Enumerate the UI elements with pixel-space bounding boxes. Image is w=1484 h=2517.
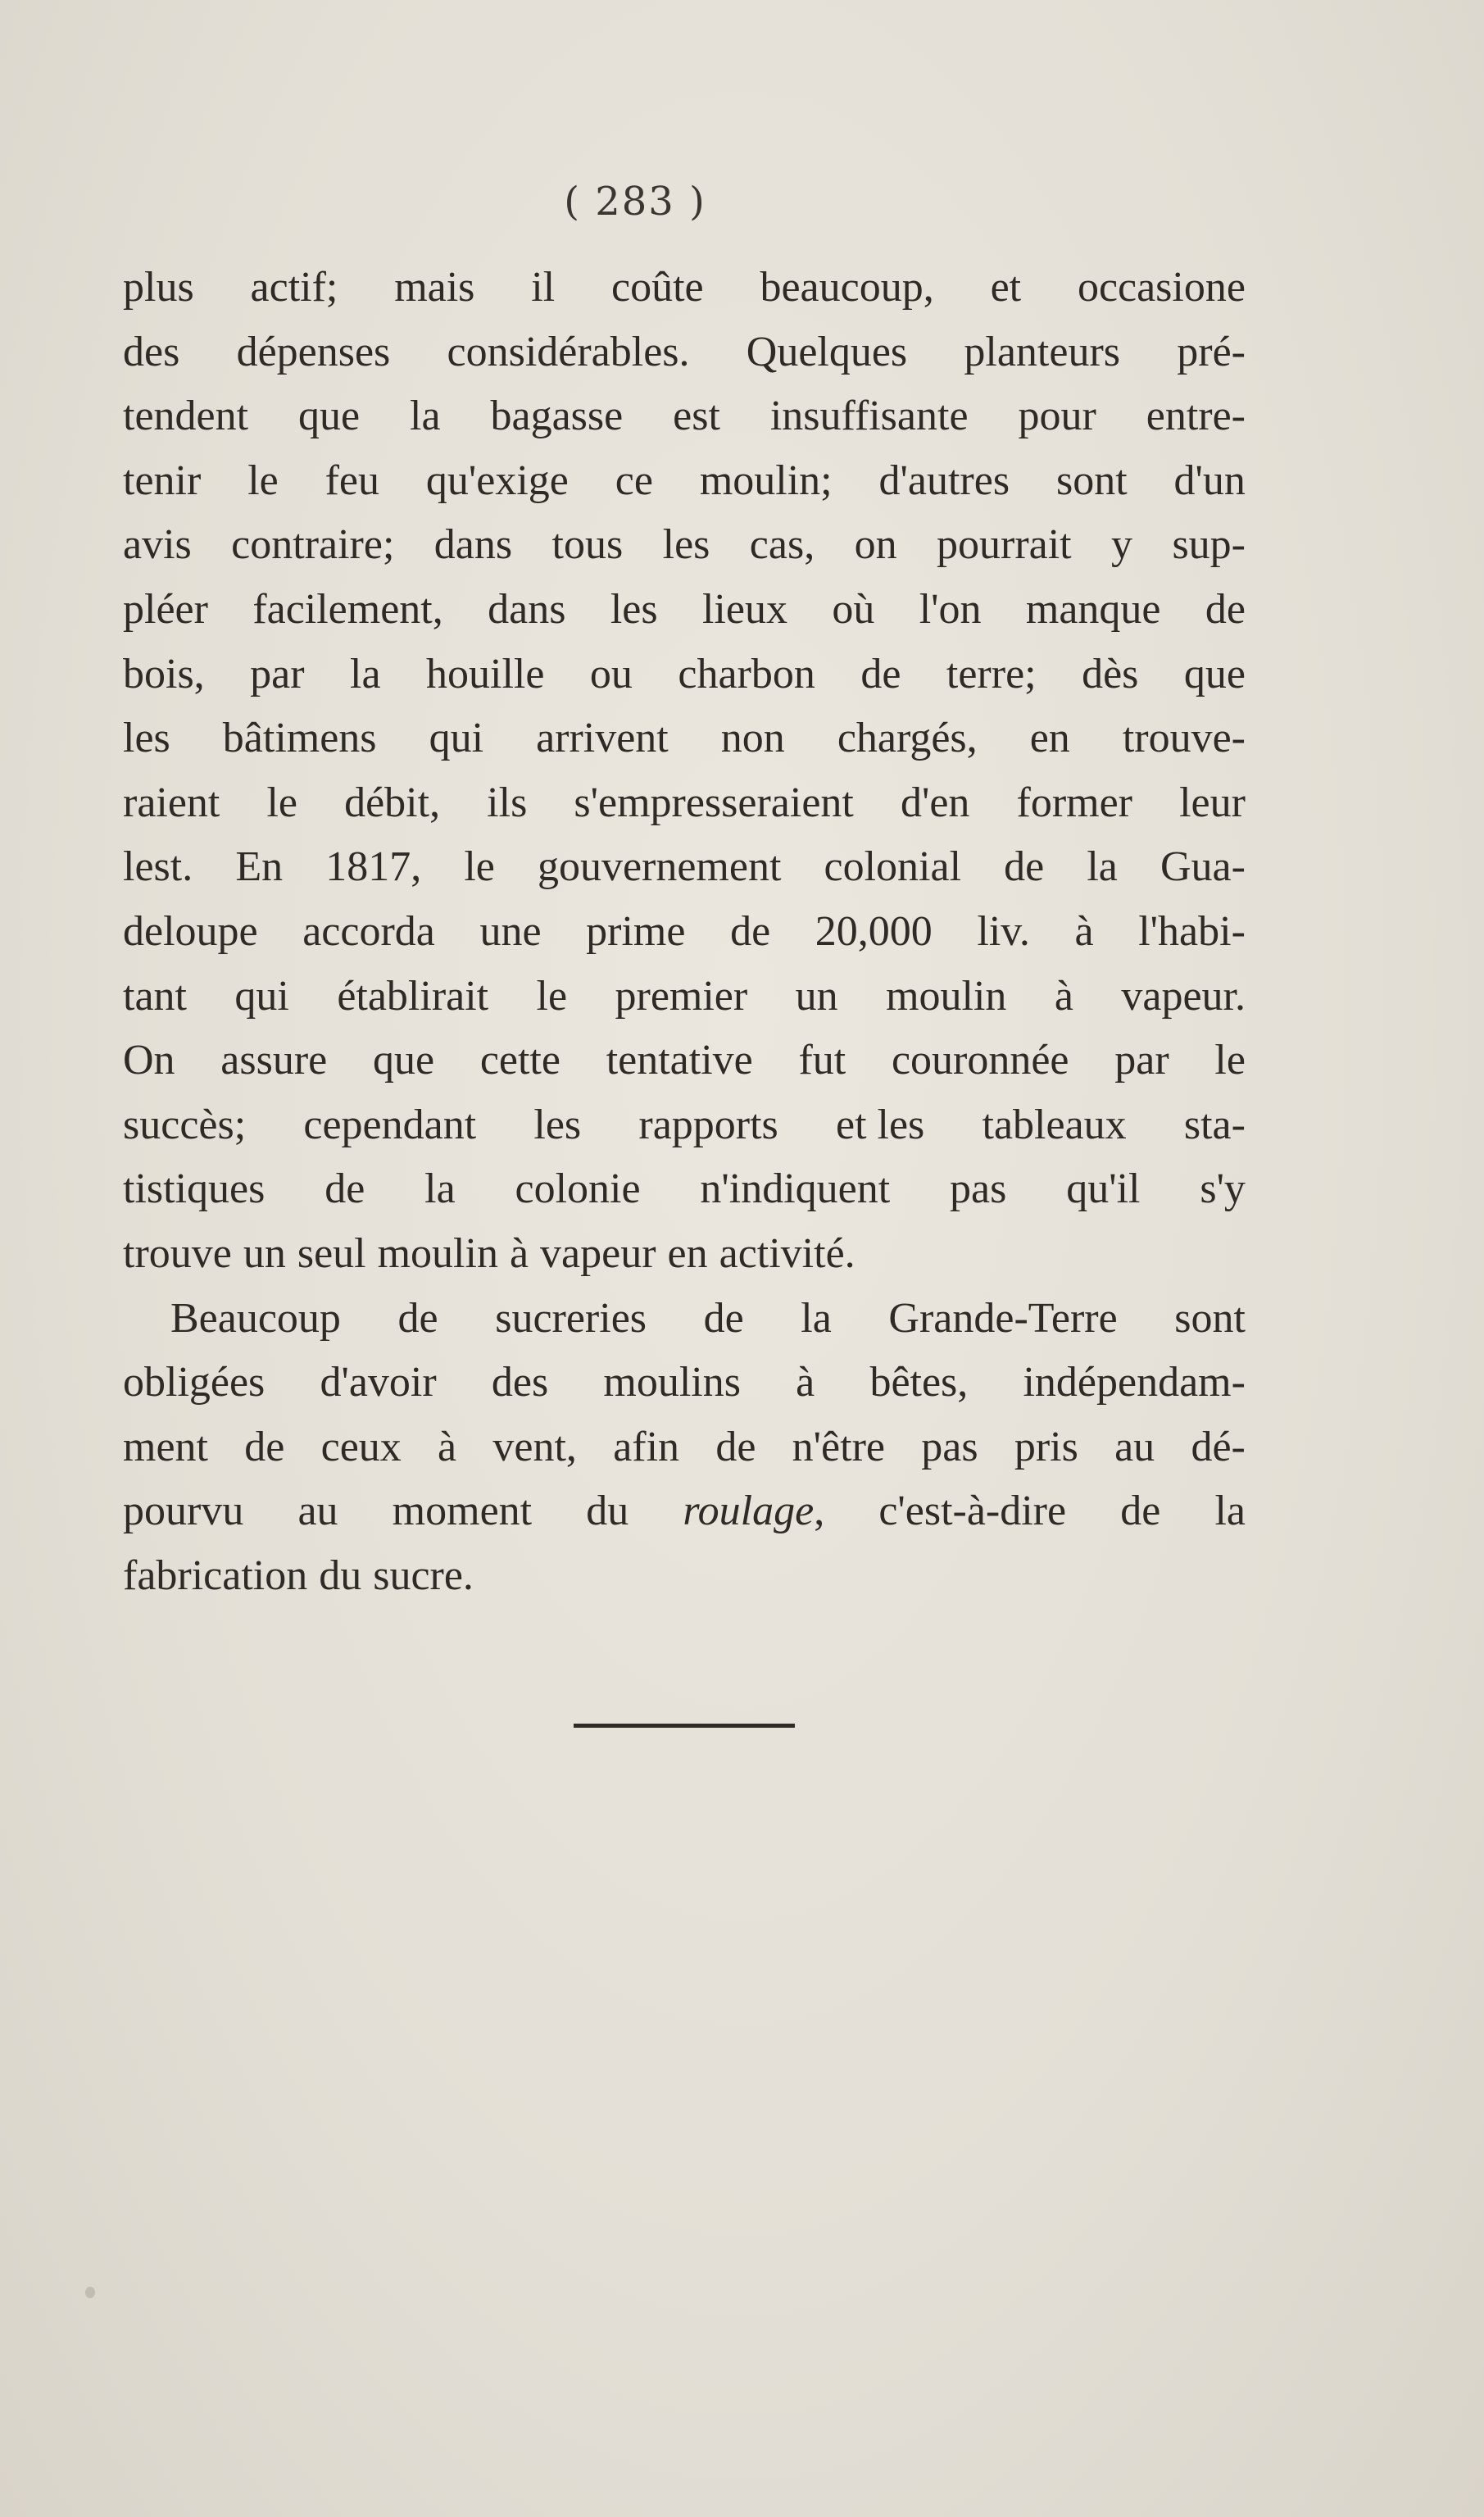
- text-line: [123, 835, 1246, 900]
- word: pris: [1014, 1423, 1078, 1470]
- word: facilement,: [252, 585, 443, 633]
- word: et les: [836, 1101, 925, 1148]
- text-line: [123, 384, 1246, 449]
- word: un: [243, 1229, 286, 1277]
- word: considérables.: [447, 328, 690, 375]
- word: 1817,: [325, 843, 422, 891]
- word: dans: [488, 585, 566, 633]
- word: entre-: [1146, 393, 1246, 440]
- text-line: [123, 1544, 1246, 1609]
- word: ils: [487, 779, 528, 826]
- word: tentative: [606, 1037, 753, 1084]
- word: beaucoup,: [760, 264, 934, 311]
- word: qu'il: [1066, 1165, 1141, 1213]
- word: que: [298, 393, 361, 440]
- text-line: [123, 1222, 1246, 1287]
- word: terre;: [946, 650, 1037, 697]
- text-line: [123, 1479, 1246, 1544]
- word: pour: [1018, 393, 1096, 440]
- word: par: [1114, 1037, 1169, 1084]
- page-number: ( 283 ): [564, 179, 706, 225]
- word: tenir: [123, 457, 202, 504]
- word: dès: [1082, 650, 1139, 697]
- word: tant: [123, 972, 187, 1020]
- word: chargés,: [837, 715, 978, 762]
- word: par: [250, 650, 305, 697]
- word: de: [324, 1165, 365, 1213]
- word: accorda: [302, 907, 435, 955]
- word: les: [610, 585, 658, 633]
- word: 20,000: [815, 907, 933, 955]
- word: le: [536, 972, 568, 1020]
- word: Quelques: [746, 328, 908, 375]
- word: roulage,: [683, 1488, 825, 1535]
- word: d'autres: [878, 457, 1010, 504]
- word: fabrication: [123, 1552, 308, 1599]
- word: la: [350, 650, 381, 697]
- word: activité.: [719, 1229, 855, 1277]
- section-end-rule: [574, 1724, 795, 1728]
- word: le: [247, 457, 279, 504]
- word: rapports: [638, 1101, 778, 1148]
- word: prime: [586, 907, 686, 955]
- text-line: [123, 1415, 1246, 1480]
- word: former: [1016, 779, 1132, 826]
- word: que: [372, 1037, 435, 1084]
- word: liv.: [977, 907, 1030, 955]
- word: bêtes,: [869, 1359, 969, 1406]
- word: sucreries: [495, 1294, 647, 1342]
- word: vapeur: [540, 1229, 656, 1277]
- word: en: [1029, 715, 1070, 762]
- text-line: [123, 1287, 1246, 1352]
- word: les: [662, 521, 710, 569]
- text-line: [123, 1093, 1246, 1158]
- word: charbon: [678, 650, 815, 697]
- word: qu'exige: [425, 457, 569, 504]
- text-line: [123, 1029, 1246, 1093]
- word: du: [586, 1488, 629, 1535]
- word: ou: [589, 650, 633, 697]
- word: l'on: [919, 585, 982, 633]
- word: tableaux: [982, 1101, 1127, 1148]
- word: lieux: [701, 585, 787, 633]
- word: qui: [234, 972, 289, 1020]
- word: occasione: [1077, 264, 1246, 311]
- text-line: [123, 900, 1246, 965]
- word: de: [1120, 1488, 1161, 1535]
- word: sta-: [1183, 1101, 1246, 1148]
- word: c'est-à-dire: [878, 1488, 1067, 1535]
- text-line: [123, 1351, 1246, 1415]
- text-line: [123, 1157, 1246, 1222]
- word: de: [1205, 585, 1246, 633]
- text-line: [123, 578, 1246, 643]
- word: moulin: [377, 1229, 498, 1277]
- word: ment: [123, 1423, 208, 1470]
- word: de: [397, 1294, 438, 1342]
- word: lest.: [123, 843, 193, 891]
- word: on: [854, 521, 897, 569]
- word: l'habi-: [1138, 907, 1246, 955]
- word: des: [491, 1359, 549, 1406]
- word: d'un: [1173, 457, 1246, 504]
- word: n'être: [792, 1423, 885, 1470]
- word: la: [1087, 843, 1118, 891]
- text-line: [123, 706, 1246, 771]
- word: fut: [798, 1037, 846, 1084]
- text-line: [123, 965, 1246, 1029]
- word: le: [266, 779, 297, 826]
- word: sup-: [1172, 521, 1246, 569]
- word: avis: [123, 521, 192, 569]
- word: de: [860, 650, 901, 697]
- word: de: [715, 1423, 756, 1470]
- word: une: [479, 907, 542, 955]
- word: et: [990, 264, 1022, 311]
- word: au: [297, 1488, 338, 1535]
- word: bois,: [123, 650, 205, 697]
- word: un: [795, 972, 838, 1020]
- word: moulins: [603, 1359, 741, 1406]
- word: pas: [950, 1165, 1007, 1213]
- word: feu: [324, 457, 380, 504]
- word: afin: [613, 1423, 680, 1470]
- word: plus: [123, 264, 194, 311]
- word: houille: [426, 650, 545, 697]
- word: coûte: [611, 264, 704, 311]
- word: trouve-: [1122, 715, 1246, 762]
- word: à: [509, 1229, 529, 1277]
- word: mais: [394, 264, 475, 311]
- word: pléer: [123, 585, 208, 633]
- word: débit,: [344, 779, 441, 826]
- word: tistiques: [123, 1165, 265, 1213]
- word: colonial: [824, 843, 962, 891]
- word: d'en: [900, 779, 970, 826]
- text-line: [123, 643, 1246, 707]
- word: à: [1054, 972, 1073, 1020]
- word: que: [1183, 650, 1246, 697]
- word: des: [123, 328, 180, 375]
- word: en: [667, 1229, 708, 1277]
- word: leur: [1179, 779, 1246, 826]
- word: moulin: [886, 972, 1007, 1020]
- text-line: [123, 320, 1246, 385]
- word: deloupe: [123, 907, 258, 955]
- word: assure: [220, 1037, 328, 1084]
- text-line: [123, 513, 1246, 578]
- word: pourvu: [123, 1488, 244, 1535]
- word: trouve: [123, 1229, 232, 1277]
- word: Grande-Terre: [888, 1294, 1118, 1342]
- word: dé-: [1191, 1423, 1246, 1470]
- word: la: [801, 1294, 832, 1342]
- word: vapeur.: [1121, 972, 1246, 1020]
- word: n'indiquent: [700, 1165, 891, 1213]
- word: ce: [615, 457, 653, 504]
- word: couronnée: [891, 1037, 1069, 1084]
- word: établirait: [337, 972, 489, 1020]
- word: obligées: [123, 1359, 265, 1406]
- word: bagasse: [490, 393, 624, 440]
- word: de: [730, 907, 771, 955]
- text-line: [123, 771, 1246, 836]
- word: Gua-: [1160, 843, 1246, 891]
- word: cependant: [303, 1101, 477, 1148]
- word: planteurs: [964, 328, 1121, 375]
- word: y: [1111, 521, 1133, 569]
- word: dans: [433, 521, 513, 569]
- text-line: [123, 449, 1246, 514]
- word: le: [464, 843, 495, 891]
- word: les: [533, 1101, 582, 1148]
- word: du: [319, 1552, 362, 1599]
- word: qui: [429, 715, 484, 762]
- word: sucre.: [373, 1552, 474, 1599]
- word: s'y: [1200, 1165, 1246, 1213]
- word: d'avoir: [320, 1359, 437, 1406]
- word: actif;: [250, 264, 338, 311]
- word: la: [424, 1165, 456, 1213]
- word: gouvernement: [537, 843, 782, 891]
- word: insuffisante: [769, 393, 969, 440]
- word: à: [1074, 907, 1094, 955]
- word: succès;: [123, 1101, 247, 1148]
- word: moulin;: [699, 457, 833, 504]
- word: cas,: [749, 521, 815, 569]
- word: la: [1214, 1488, 1246, 1535]
- word: arrivent: [536, 715, 669, 762]
- word: à: [796, 1359, 815, 1406]
- word: pas: [921, 1423, 978, 1470]
- word: sont: [1055, 457, 1128, 504]
- word: la: [410, 393, 441, 440]
- word: colonie: [515, 1165, 641, 1213]
- word: raient: [123, 779, 220, 826]
- word: On: [123, 1037, 175, 1084]
- word: vent,: [492, 1423, 577, 1470]
- word: contraire;: [231, 521, 395, 569]
- word: indépendam-: [1023, 1359, 1246, 1406]
- text-line: [123, 256, 1246, 320]
- word: sont: [1174, 1294, 1246, 1342]
- word: pré-: [1177, 328, 1246, 375]
- word: cette: [479, 1037, 560, 1084]
- word: à: [438, 1423, 457, 1470]
- word: moment: [392, 1488, 533, 1535]
- word: il: [531, 264, 556, 311]
- word: pourrait: [937, 521, 1072, 569]
- word: où: [832, 585, 875, 633]
- word: Beaucoup: [170, 1294, 341, 1342]
- word: En: [235, 843, 284, 891]
- word: le: [1214, 1037, 1246, 1084]
- word: dépenses: [236, 328, 391, 375]
- word: de: [244, 1423, 285, 1470]
- word: de: [1004, 843, 1045, 891]
- word: ceux: [320, 1423, 402, 1470]
- body-text: [123, 256, 1246, 1608]
- word: de: [703, 1294, 744, 1342]
- word: premier: [615, 972, 748, 1020]
- word: manque: [1025, 585, 1161, 633]
- word: les: [123, 715, 170, 762]
- word: est: [673, 393, 720, 440]
- word: bâtimens: [222, 715, 377, 762]
- word: au: [1114, 1423, 1155, 1470]
- word: tous: [551, 521, 624, 569]
- word: s'empresseraient: [574, 779, 854, 826]
- paper-speck: [85, 2287, 95, 2298]
- word: tendent: [123, 393, 249, 440]
- word: non: [720, 715, 785, 762]
- word: seul: [297, 1229, 366, 1277]
